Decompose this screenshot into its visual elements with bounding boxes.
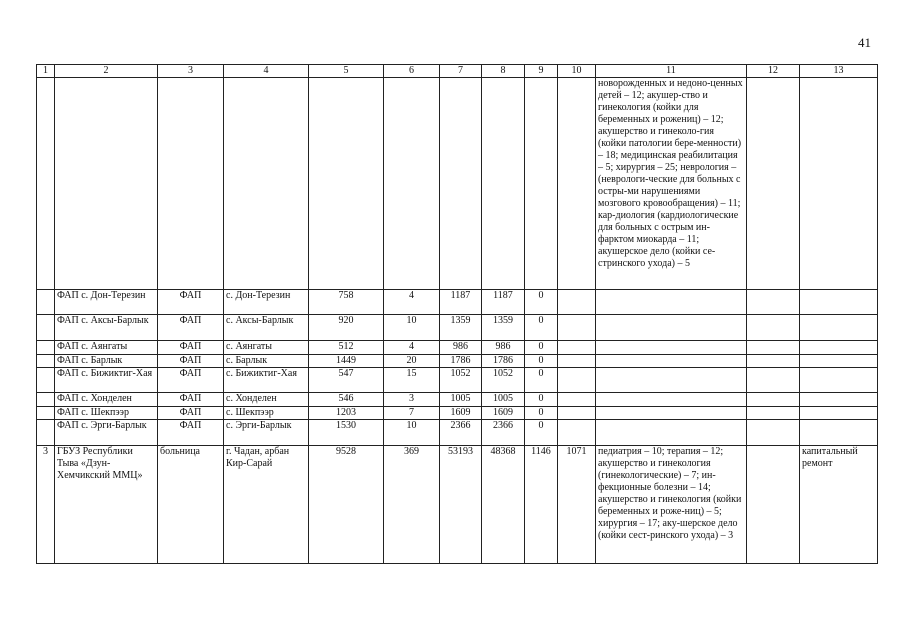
facility-location: с. Аксы-Барлык [224, 315, 309, 341]
cell-col8: 2366 [482, 420, 525, 446]
cell-col7: 1786 [440, 355, 482, 368]
cell-col7: 2366 [440, 420, 482, 446]
table-row [37, 341, 878, 355]
column-header: 9 [525, 65, 558, 78]
facility-type: больница [158, 446, 224, 564]
table-row [37, 393, 878, 407]
facility-name: ФАП с. Аянгаты [55, 341, 158, 355]
facility-type: ФАП [158, 290, 224, 315]
cell-col8: 1187 [482, 290, 525, 315]
facility-type: ФАП [158, 341, 224, 355]
cell-col8: 1609 [482, 407, 525, 420]
column-header: 5 [309, 65, 384, 78]
facility-name: ФАП с. Эрги-Барлык [55, 420, 158, 446]
facility-location: с. Хонделен [224, 393, 309, 407]
facility-name: ФАП с. Шекпээр [55, 407, 158, 420]
column-header: 7 [440, 65, 482, 78]
cell-col5: 1449 [309, 355, 384, 368]
row-number: 3 [37, 446, 55, 564]
column-header: 3 [158, 65, 224, 78]
facility-location: с. Бижиктиг-Хая [224, 368, 309, 393]
facility-type: ФАП [158, 315, 224, 341]
cell-col8: 1786 [482, 355, 525, 368]
cell-col5: 546 [309, 393, 384, 407]
cell-col8: 48368 [482, 446, 525, 564]
facility-name: ФАП с. Бижиктиг-Хая [55, 368, 158, 393]
cell-col8: 1359 [482, 315, 525, 341]
facility-name: ФАП с. Барлык [55, 355, 158, 368]
cell-col6: 20 [384, 355, 440, 368]
column-header: 4 [224, 65, 309, 78]
column-header: 12 [747, 65, 800, 78]
cell-col6: 10 [384, 315, 440, 341]
facility-name: ФАП с. Дон-Терезин [55, 290, 158, 315]
facility-location: г. Чадан, арбан Кир-Сарай [224, 446, 309, 564]
cell-col6: 369 [384, 446, 440, 564]
cell-col7: 1609 [440, 407, 482, 420]
column-header: 8 [482, 65, 525, 78]
column-header: 11 [596, 65, 747, 78]
cell-col6: 4 [384, 290, 440, 315]
cell-col7: 1052 [440, 368, 482, 393]
cell-col5: 920 [309, 315, 384, 341]
cell-col6: 10 [384, 420, 440, 446]
table-row [37, 355, 878, 368]
cell-col9: 0 [525, 315, 558, 341]
hospital-row [37, 446, 878, 564]
facility-type: ФАП [158, 420, 224, 446]
facility-location: с. Барлык [224, 355, 309, 368]
facility-name: ФАП с. Аксы-Барлык [55, 315, 158, 341]
cell-col5: 1203 [309, 407, 384, 420]
cell-col8: 1052 [482, 368, 525, 393]
continued-row [37, 78, 878, 290]
column-header: 1 [37, 65, 55, 78]
facility-location: с. Аянгаты [224, 341, 309, 355]
facilities-table [36, 64, 878, 564]
cell-col12 [747, 446, 800, 564]
column-header: 6 [384, 65, 440, 78]
column-header: 10 [558, 65, 596, 78]
facility-type: ФАП [158, 393, 224, 407]
table-row [37, 368, 878, 393]
cell-col5: 512 [309, 341, 384, 355]
table-row [37, 420, 878, 446]
facility-location: с. Шекпээр [224, 407, 309, 420]
facility-type: ФАП [158, 407, 224, 420]
table-row [37, 290, 878, 315]
cell-col7: 1359 [440, 315, 482, 341]
cell-col9: 1146 [525, 446, 558, 564]
cell-col7: 1005 [440, 393, 482, 407]
page-number: 41 [858, 35, 871, 50]
cell-col5: 758 [309, 290, 384, 315]
cell-col9: 0 [525, 368, 558, 393]
cell-col9: 0 [525, 407, 558, 420]
cell-col8: 1005 [482, 393, 525, 407]
facility-location: с. Дон-Терезин [224, 290, 309, 315]
cell-col6: 15 [384, 368, 440, 393]
cell-col5: 9528 [309, 446, 384, 564]
cell-col7: 986 [440, 341, 482, 355]
cell-col9: 0 [525, 393, 558, 407]
column-header: 2 [55, 65, 158, 78]
cell-col9: 0 [525, 341, 558, 355]
table-row [37, 315, 878, 341]
cell-col7: 53193 [440, 446, 482, 564]
cell-col9: 0 [525, 290, 558, 315]
column-header: 13 [800, 65, 878, 78]
planned-works: капитальный ремонт [800, 446, 878, 564]
cell-col5: 547 [309, 368, 384, 393]
column-numbers-row [37, 65, 878, 78]
cell-col9: 0 [525, 355, 558, 368]
facility-type: ФАП [158, 368, 224, 393]
cell-col10: 1071 [558, 446, 596, 564]
profile-beds-text: педиатрия – 10; терапия – 12; акушерство и гинекология (гинекологические) – 7; ин-фекционные болезни – 14; акушерство и гинекология (койки беременных и роже-ниц) – 5; хирургия – 17; аку-шерское дело (койки сест-ринского ухода) – 3 [596, 446, 747, 564]
cell-col7: 1187 [440, 290, 482, 315]
facility-name: ГБУЗ Республики Тыва «Дзун-Хемчикский ММЦ» [55, 446, 158, 564]
cell-col9: 0 [525, 420, 558, 446]
cell-col6: 4 [384, 341, 440, 355]
facility-location: с. Эрги-Барлык [224, 420, 309, 446]
facility-type: ФАП [158, 355, 224, 368]
cell-col6: 7 [384, 407, 440, 420]
profile-beds-text: новорожденных и недоно-ценных детей – 12; акушер-ство и гинекология (койки для беременных и рожениц) – 12; акушерство и гинеколо-гия (койки патологии бере-менности) – 18; медицинская реабилитация – 5; хирургия – 25; неврология – (неврологи-ческие для больных с остры-ми нарушениями мозгового кровообращения) – 11; кар-диология (кардиологические для больных с острым ин-фарктом миокарда – 11; акушерское дело (койки се-стринского ухода) – 5 [596, 78, 747, 290]
cell-col8: 986 [482, 341, 525, 355]
cell-col6: 3 [384, 393, 440, 407]
table-row [37, 407, 878, 420]
facility-name: ФАП с. Хонделен [55, 393, 158, 407]
cell-col5: 1530 [309, 420, 384, 446]
